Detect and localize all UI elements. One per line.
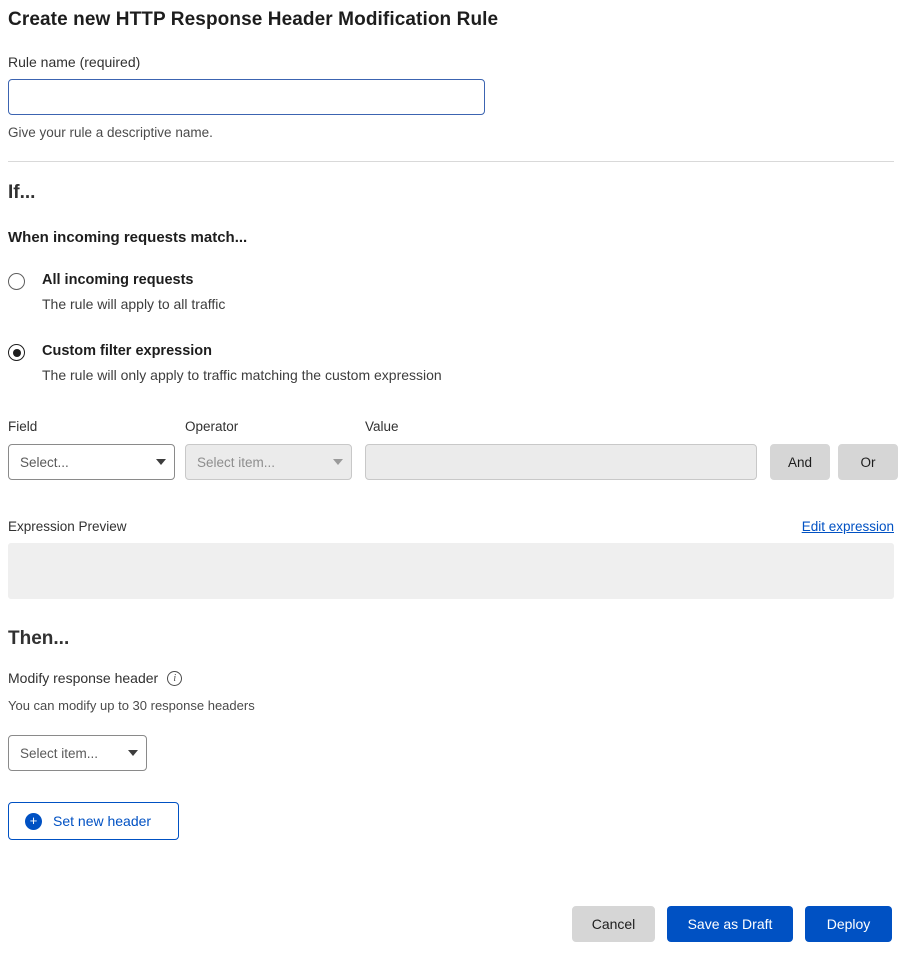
cancel-button[interactable]: Cancel — [572, 906, 655, 942]
save-as-draft-button[interactable]: Save as Draft — [667, 906, 793, 942]
deploy-button[interactable]: Deploy — [805, 906, 892, 942]
divider — [8, 161, 894, 162]
field-select[interactable] — [8, 444, 175, 480]
value-label: Value — [365, 419, 399, 434]
value-column — [365, 419, 757, 480]
and-button[interactable]: And — [770, 444, 830, 480]
expression-builder — [8, 419, 892, 480]
footer-actions — [572, 906, 892, 942]
set-new-header-button[interactable] — [8, 802, 179, 840]
modify-response-header-label: Modify response header — [8, 670, 159, 686]
set-new-header-label: Set new header — [53, 813, 152, 829]
header-action-select[interactable] — [8, 735, 147, 771]
expression-preview-row — [8, 519, 894, 534]
edit-expression-link[interactable]: Edit expression — [801, 519, 894, 534]
page-title: Create new HTTP Response Header Modification Rule — [8, 9, 499, 30]
radio-option-all-requests[interactable] — [8, 271, 892, 312]
create-rule-form — [0, 9, 898, 956]
logic-buttons-spacer — [770, 419, 898, 435]
radio-all-requests-title: All incoming requests — [42, 272, 194, 288]
field-label: Field — [8, 419, 38, 434]
rule-name-label: Rule name (required) — [8, 54, 141, 70]
header-action-select-value: Select item... — [20, 745, 99, 761]
operator-select-value: Select item... — [197, 454, 276, 470]
operator-select[interactable] — [185, 444, 352, 480]
field-select-value: Select... — [20, 454, 69, 470]
chevron-down-icon — [156, 459, 166, 465]
info-icon[interactable]: i — [167, 671, 182, 686]
match-subheading: When incoming requests match... — [8, 229, 248, 246]
then-section-heading: Then... — [8, 628, 70, 649]
modify-response-header-row — [8, 670, 892, 686]
logic-buttons-column — [770, 419, 898, 480]
operator-label: Operator — [185, 419, 239, 434]
rule-name-input[interactable] — [8, 79, 485, 115]
radio-custom-filter-indicator[interactable] — [8, 344, 25, 361]
plus-icon: + — [25, 813, 42, 830]
operator-column — [185, 419, 352, 480]
radio-all-requests-desc: The rule will apply to all traffic — [42, 296, 226, 312]
radio-option-custom-filter[interactable] — [8, 342, 892, 383]
expression-preview-label: Expression Preview — [8, 519, 127, 534]
field-column — [8, 419, 175, 480]
chevron-down-icon — [333, 459, 343, 465]
radio-all-requests-indicator[interactable] — [8, 273, 25, 290]
expression-preview-box — [8, 543, 894, 599]
value-input[interactable] — [365, 444, 757, 480]
radio-custom-filter-title: Custom filter expression — [42, 343, 213, 359]
if-section-heading: If... — [8, 182, 36, 203]
or-button[interactable]: Or — [838, 444, 898, 480]
radio-custom-filter-desc: The rule will only apply to traffic matching the custom expression — [42, 367, 442, 383]
modify-response-header-help: You can modify up to 30 response headers — [8, 698, 255, 713]
chevron-down-icon — [128, 750, 138, 756]
rule-name-helper: Give your rule a descriptive name. — [8, 125, 213, 140]
